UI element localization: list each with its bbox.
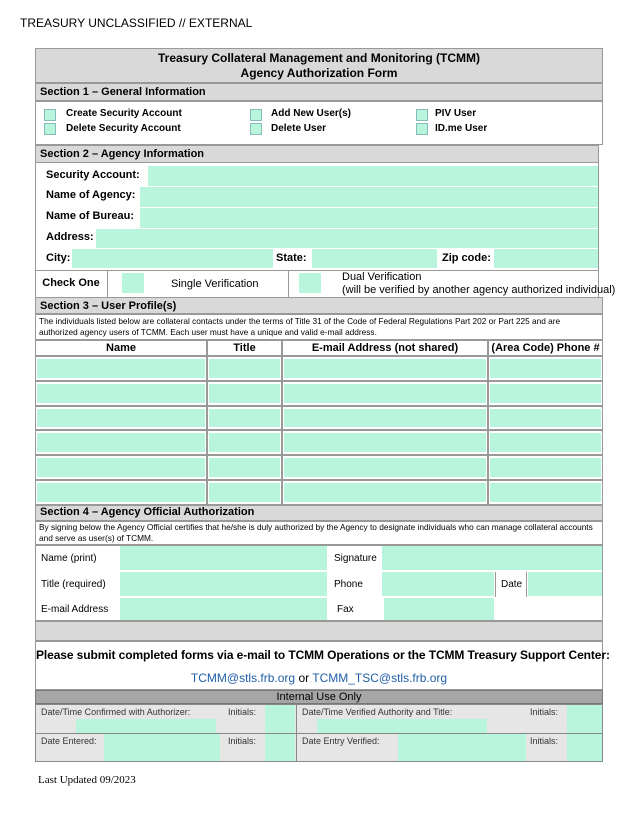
dual-verification-label [342,271,615,297]
delete-security-account-checkbox[interactable] [44,123,56,135]
phone-cell-field[interactable] [490,433,601,452]
tcmm-email-link[interactable]: TCMM@stls.frb.org [190,671,296,685]
email-cell-field[interactable] [284,483,486,502]
check-one-label: Check One [35,270,108,297]
section4-heading: Section 4 – Agency Official Authorization [35,505,603,521]
agency-field[interactable] [140,187,598,207]
create-security-account-checkbox[interactable] [44,109,56,121]
initials-label: Initials: [530,736,559,746]
official-email-field[interactable] [120,598,327,620]
bureau-field[interactable] [140,208,598,228]
column-header: (Area Code) Phone # [488,340,603,356]
title-cell-field[interactable] [209,409,280,428]
add-new-users-checkbox[interactable] [250,109,262,121]
single-verification-label: Single Verification [171,278,259,290]
entered-initials-field[interactable] [265,734,295,761]
signature-field[interactable] [382,546,602,570]
official-name-field[interactable] [120,546,327,570]
title-cell-field[interactable] [209,384,280,403]
phone-cell-field[interactable] [490,384,601,403]
state-field[interactable] [312,249,437,268]
title-cell-field[interactable] [209,458,280,477]
name-cell-field[interactable] [37,433,205,452]
official-name-label: Name (print) [41,553,97,564]
user-table [35,340,603,505]
address-field[interactable] [96,229,598,248]
table-row [35,455,603,480]
phone-field[interactable] [382,572,494,596]
security-account-label: Security Account: [46,169,140,181]
official-email-label: E-mail Address [41,604,109,615]
table-row [35,356,603,381]
add-new-users-label: Add New User(s) [271,108,352,119]
submit-instructions: Please submit completed forms via e-mail to TCMM Operations or the TCMM Treasury Support Center: [36,648,610,662]
single-verification-checkbox[interactable] [122,273,144,293]
security-account-field[interactable] [148,166,598,186]
table-row [35,430,603,455]
idme-user-checkbox[interactable] [416,123,428,135]
date-label: Date [495,572,527,597]
email-cell-field[interactable] [284,433,486,452]
column-header: E-mail Address (not shared) [282,340,488,356]
title-cell-field[interactable] [209,433,280,452]
column-header: Title [207,340,282,356]
title-line2: Agency Authorization Form [240,66,398,80]
entered-field[interactable] [104,734,220,761]
entered-label: Date Entered: [41,736,97,746]
section1-heading: Section 1 – General Information [35,83,603,101]
piv-user-checkbox[interactable] [416,109,428,121]
confirmed-initials-field[interactable] [265,705,295,733]
city-field[interactable] [72,249,273,268]
bureau-label: Name of Bureau: [46,210,135,222]
initials-label: Initials: [228,707,257,717]
dual-line1: Dual Verification [342,271,422,283]
table-row [35,406,603,431]
name-cell-field[interactable] [37,409,205,428]
city-label: City: [46,252,71,264]
idme-user-label: ID.me User [435,123,488,134]
verified-initials-field[interactable] [567,705,602,733]
spacer-bar [35,621,603,641]
agency-label: Name of Agency: [46,189,136,201]
section3-description: The individuals listed below are collateral contacts under the terms of Title 31 of the Code of Federal Regulations Part 202 or Part 225 and are authorized agency users of TCMM. Each user must have a unique and valid e-mail address. [35,314,603,340]
dual-verification-checkbox[interactable] [299,273,321,293]
email-cell-field[interactable] [284,384,486,403]
entry-verified-field[interactable] [398,734,526,761]
form-title [35,48,603,83]
initials-label: Initials: [228,736,257,746]
title-cell-field[interactable] [209,359,280,378]
phone-cell-field[interactable] [490,409,601,428]
section4-description: By signing below the Agency Official certifies that he/she is duly authorized by the Agency to designate individuals who can manage collateral accounts and serve as user(s) of TCMM. [35,521,603,545]
tsc-email-link[interactable]: TCMM_TSC@stls.frb.org [312,671,448,685]
column-header: Name [35,340,207,356]
phone-cell-field[interactable] [490,458,601,477]
verified-label: Date/Time Verified Authority and Title: [302,707,453,717]
delete-security-account-label: Delete Security Account [66,123,181,134]
last-updated: Last Updated 09/2023 [38,774,136,786]
phone-cell-field[interactable] [490,359,601,378]
table-row [35,480,603,505]
classification-label: TREASURY UNCLASSIFIED // EXTERNAL [20,16,253,30]
table-row [35,381,603,406]
fax-field[interactable] [384,598,494,620]
signature-label: Signature [334,553,377,564]
initials-label: Initials: [530,707,559,717]
name-cell-field[interactable] [37,359,205,378]
name-cell-field[interactable] [37,458,205,477]
name-cell-field[interactable] [37,384,205,403]
entry-verified-initials-field[interactable] [567,734,602,761]
delete-user-checkbox[interactable] [250,123,262,135]
title-cell-field[interactable] [209,483,280,502]
name-cell-field[interactable] [37,483,205,502]
delete-user-label: Delete User [271,123,327,134]
zip-field[interactable] [494,249,598,268]
official-title-label: Title (required) [41,579,106,590]
submit-box [35,641,610,690]
address-label: Address: [46,231,94,243]
confirmed-field[interactable] [76,719,216,733]
date-field[interactable] [528,572,602,596]
dual-line2: (will be verified by another agency authorized individual) [342,284,616,296]
divider [288,270,289,297]
internal-use-heading: Internal Use Only [35,690,603,704]
email-cell-field[interactable] [284,458,486,477]
email-cell-field[interactable] [284,409,486,428]
email-cell-field[interactable] [284,359,486,378]
piv-user-label: PIV User [435,108,477,119]
create-security-account-label: Create Security Account [66,108,182,119]
state-label: State: [276,252,307,264]
fax-label: Fax [337,604,354,615]
title-line1: Treasury Collateral Management and Monitoring (TCMM) [157,51,481,65]
section2-heading: Section 2 – Agency Information [35,145,599,163]
section3-heading: Section 3 – User Profile(s) [35,297,603,314]
phone-cell-field[interactable] [490,483,601,502]
or-text: or [298,671,310,685]
entry-verified-label: Date Entry Verified: [302,736,380,746]
official-title-field[interactable] [120,572,327,596]
phone-label: Phone [334,579,363,590]
verified-field[interactable] [317,719,487,733]
zip-label: Zip code: [442,252,491,264]
confirmed-label: Date/Time Confirmed with Authorizer: [41,707,191,717]
